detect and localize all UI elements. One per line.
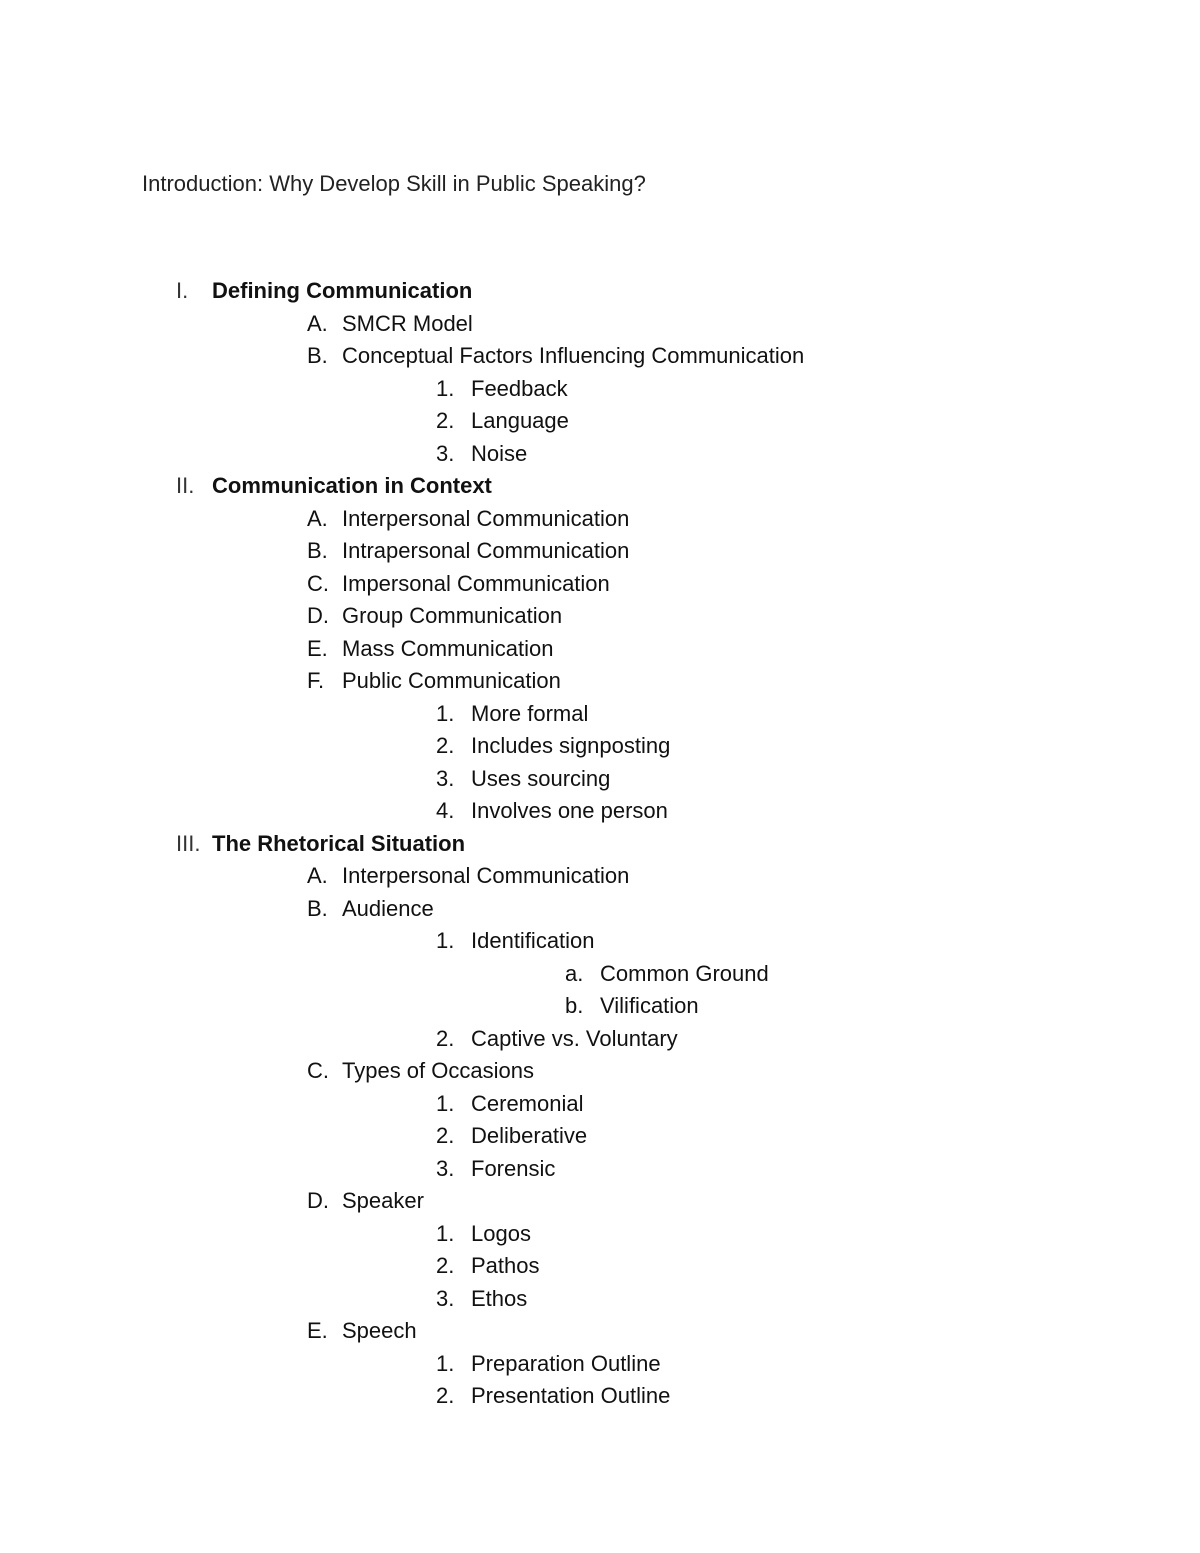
outline-marker: 3.	[436, 1285, 455, 1311]
outline-marker: 2.	[436, 1123, 455, 1148]
outline-text: Speech	[342, 1318, 417, 1343]
outline-marker: E.	[307, 635, 328, 661]
outline-text: Uses sourcing	[471, 765, 611, 791]
outline-marker: 1.	[436, 1220, 455, 1246]
outline-text: Captive vs. Voluntary	[471, 1025, 678, 1051]
outline-marker: 3.	[436, 440, 455, 466]
outline-marker: 2.	[436, 733, 455, 758]
outline-text: Presentation Outline	[471, 1383, 671, 1408]
outline-marker: 1.	[436, 700, 455, 726]
outline-text: Feedback	[471, 375, 568, 401]
outline-marker: D.	[307, 603, 329, 628]
outline-marker: 1.	[436, 928, 455, 953]
outline-marker: 3.	[436, 1155, 455, 1181]
outline-marker: E.	[307, 1318, 328, 1343]
outline-text: Interpersonal Communication	[342, 863, 630, 888]
document-title: Introduction: Why Develop Skill in Public Speaking?	[142, 171, 646, 196]
outline-text: Logos	[471, 1220, 531, 1246]
outline-text: Conceptual Factors Influencing Communication	[342, 343, 805, 368]
outline-text: Identification	[471, 928, 595, 953]
outline-text: Interpersonal Communication	[342, 505, 630, 531]
outline-marker: 2.	[436, 1253, 455, 1278]
outline-text: Intrapersonal Communication	[342, 538, 630, 563]
outline-text: Preparation Outline	[471, 1350, 661, 1376]
outline-text: The Rhetorical Situation	[212, 830, 466, 856]
outline-text: Vilification	[600, 993, 699, 1018]
outline-text: SMCR Model	[342, 310, 473, 336]
outline-marker: B.	[307, 895, 328, 921]
outline-marker: 2.	[436, 408, 455, 433]
outline-text: More formal	[471, 700, 589, 726]
outline-marker: III.	[176, 830, 201, 856]
outline-marker: 2.	[436, 1025, 455, 1051]
outline-marker: 1.	[436, 1090, 455, 1116]
outline-text: Mass Communication	[342, 635, 554, 661]
outline-marker: b.	[565, 993, 584, 1018]
outline-text: Communication in Context	[212, 473, 492, 498]
outline-text: Impersonal Communication	[342, 570, 610, 596]
outline-marker: A.	[307, 310, 328, 336]
outline-text: Involves one person	[471, 798, 668, 823]
outline-text: Ethos	[471, 1285, 528, 1311]
outline-text: Deliberative	[471, 1123, 588, 1148]
outline-marker: 1.	[436, 375, 455, 401]
outline-marker: 1.	[436, 1350, 455, 1376]
outline-text: Noise	[471, 440, 528, 466]
outline-text: Ceremonial	[471, 1090, 584, 1116]
outline-text: Includes signposting	[471, 733, 671, 758]
outline-marker: A.	[307, 505, 328, 531]
outline-marker: F.	[307, 668, 325, 693]
outline-text: Language	[471, 408, 569, 433]
outline-marker: A.	[307, 863, 328, 888]
outline-marker: I.	[176, 278, 189, 303]
outline-marker: C.	[307, 1058, 329, 1083]
outline-marker: a.	[565, 960, 584, 986]
outline-text: Defining Communication	[212, 278, 473, 303]
outline-marker: 2.	[436, 1383, 455, 1408]
outline-text: Group Communication	[342, 603, 563, 628]
outline-text: Speaker	[342, 1188, 424, 1213]
outline-marker: 4.	[436, 798, 455, 823]
outline-marker: 3.	[436, 765, 455, 791]
outline-text: Pathos	[471, 1253, 540, 1278]
outline-marker: B.	[307, 538, 328, 563]
outline-marker: C.	[307, 570, 329, 596]
outline-text: Audience	[342, 895, 434, 921]
outline-text: Types of Occasions	[342, 1058, 534, 1083]
outline-marker: B.	[307, 343, 328, 368]
outline-text: Forensic	[471, 1155, 556, 1181]
outline-text: Public Communication	[342, 668, 561, 693]
outline-text: Common Ground	[600, 960, 769, 986]
outline-marker: D.	[307, 1188, 329, 1213]
outline-marker: II.	[176, 473, 195, 498]
